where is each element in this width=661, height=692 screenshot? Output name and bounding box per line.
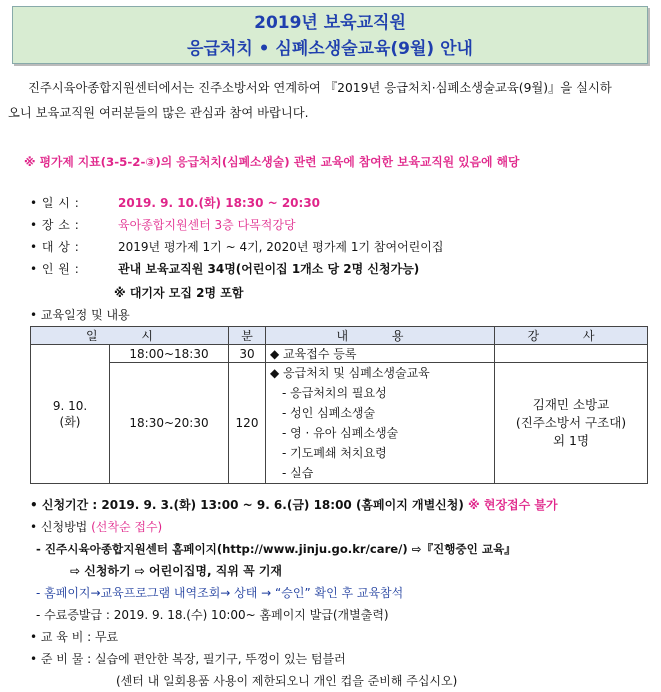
info-row-count: • 인 원 : 관내 보육교직원 34명(어린이집 1개소 당 2명 신청가능) — [30, 262, 420, 276]
title-line2: 응급처치 • 심폐소생술교육(9월) 안내 — [187, 39, 473, 59]
time-cell-1: 18:00~18:30 — [110, 345, 229, 363]
prep-note: (센터 내 일회용품 사용이 제한되오니 개인 컵을 준비해 주십시오) — [116, 674, 458, 688]
info-row-place: • 장 소 : 육아종합지원센터 3층 다목적강당 — [30, 218, 296, 232]
apply-method-line3: - 홈페이지→교육프로그램 내역조회→ 상태 → “승인” 확인 후 교육참석 — [36, 586, 404, 600]
apply-method-line1: - 진주시육아종합지원센터 홈페이지(http://www.jinju.go.kr/care/) ⇨『진행중인 교육』 — [36, 542, 516, 556]
instructor-cell-1 — [495, 345, 648, 363]
date-cell: 9. 10. (화) — [31, 345, 110, 484]
title-line1: 2019년 보육교직원 — [254, 13, 406, 33]
notice-text: ※ 평가제 지표(3-5-2-③)의 응급처치(심폐소생술) 관련 교육에 참여한 보육교직원 있음에 해당 — [24, 155, 520, 169]
schedule-table — [30, 326, 648, 484]
content-cell-2: ◆ 응급처치 및 심폐소생술교육 - 응급처치의 필요성 - 성인 심폐소생술 - 영 · 유아 심폐소생술 - 기도폐쇄 처치요령 - 실습 — [266, 363, 495, 484]
apply-section — [30, 494, 660, 692]
info-row-time: • 일 시 : 2019. 9. 10.(화) 18:30 ~ 20:30 — [30, 196, 321, 210]
schedule-heading: • 교육일정 및 내용 — [30, 308, 130, 322]
apply-method-note: (선착순 접수) — [91, 520, 163, 534]
instructor-cell-2: 김재민 소방교 (진주소방서 구조대) 외 1명 — [495, 363, 648, 484]
header-datetime: 일 시 — [31, 327, 229, 345]
apply-method-line2: ⇨ 신청하기 ⇨ 어린이집명, 직위 꼭 기재 — [70, 564, 283, 578]
header-content: 내 용 — [266, 327, 495, 345]
prep-line: • 준 비 물 : 실습에 편안한 복장, 필기구, 뚜껑이 있는 텀블러 — [30, 652, 346, 666]
time-cell-2: 18:30~20:30 — [110, 363, 229, 484]
apply-period-note: ※ 현장접수 불가 — [468, 498, 558, 512]
fee-line: • 교 육 비 : 무료 — [30, 630, 119, 644]
info-row-target: • 대 상 : 2019년 평가제 1기 ~ 4기, 2020년 평가제 1기 참여어린이집 — [30, 240, 444, 254]
header-minutes: 분 — [229, 327, 266, 345]
apply-period: • 신청기간 : 2019. 9. 3.(화) 13:00 ~ 9. 6.(금) 18:00 (홈페이지 개별신청) — [30, 498, 464, 512]
content-cell-1: ◆ 교육접수 등록 — [266, 345, 495, 363]
certificate-line: - 수료증발급 : 2019. 9. 18.(수) 10:00~ 홈페이지 발급(개별출력) — [36, 608, 389, 622]
intro-text: 진주시육아종합지원센터에서는 진주소방서와 연계하여 『2019년 응급처치·심폐소생술교육(9월)』을 실시하오니 보육교직원 여러분들의 많은 관심과 참여 바랍니다. — [8, 81, 612, 120]
apply-method: • 신청방법 — [30, 520, 88, 534]
waitlist-note: ※ 대기자 모집 2명 포함 — [114, 286, 244, 300]
min-cell-1: 30 — [229, 345, 266, 363]
header-instructor: 강 사 — [495, 327, 648, 345]
min-cell-2: 120 — [229, 363, 266, 484]
title-box — [12, 6, 648, 64]
